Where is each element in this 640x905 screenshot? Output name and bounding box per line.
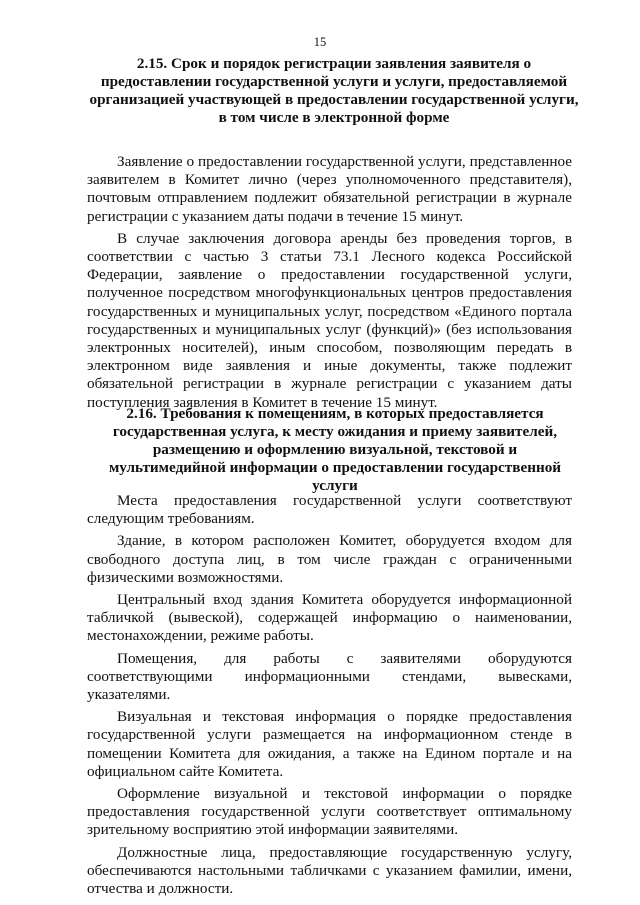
page-number: 15 xyxy=(313,35,327,49)
paragraph: Центральный вход здания Комитета оборудуется информационной табличкой (вывеской), содержащей информацию о наименовании, местонахождении, режиме работы. xyxy=(87,591,572,645)
paragraph: Визуальная и текстовая информация о порядке предоставления государственной услуги размещается на информационном стенде в помещении Комитета для ожидания, а также на Едином портале и на официальном сайте Комитета. xyxy=(87,708,572,780)
section-2-15-body xyxy=(87,153,572,416)
paragraph: Помещения, для работы с заявителями оборудуются соответствующими информационными стендами, вывесками, указателями. xyxy=(87,649,572,704)
paragraph: Должностные лица, предоставляющие государственную услугу, обеспечиваются настольными табличками с указанием фамилии, имени, отчества и должности. xyxy=(87,843,572,898)
section-2-15-heading: 2.15. Срок и порядок регистрации заявления заявителя о предоставлении государственной услуги и услуги, предоставляемой организацией участвующей в предоставлении государственной услуги, в том числе в электронной форме xyxy=(89,55,579,126)
paragraph: В случае заключения договора аренды без проведения торгов, в соответствии с частью 3 статьи 73.1 Лесного кодекса Российской Федерации, заявление о предоставлении государственной услуги, полученное посредством многофункциональных центров предоставления государственных и муниципальных услуг, посредством «Единого портала государственных и муниципальных услуг (функций)» (без использования электронных носителей), иным способом, позволяющим передать в электронном виде заявления и иные документы, также подлежит обязательной регистрации в журнале регистрации с указанием даты поступления заявления в Комитет в течение 15 минут. xyxy=(87,229,572,411)
section-2-16-heading: 2.16. Требования к помещениям, в которых предоставляется государственная услуга, к месту ожидания и приему заявителей, размещению и оформлению визуальной, текстовой и мультимедийной информации о предоставлении государственной услуги xyxy=(108,405,562,494)
paragraph: Заявление о предоставлении государственной услуги, представленное заявителем в Комитет лично (через уполномоченного представителя), почтовым отправлением подлежит обязательной регистрации в журнале регистрации с указанием даты подачи в течение 15 минут. xyxy=(87,153,572,225)
paragraph: Оформление визуальной и текстовой информации о порядке предоставления государственной услуги соответствует оптимальному зрительному восприятию этой информации заявителями. xyxy=(87,785,572,839)
section-2-16-body xyxy=(87,492,572,902)
paragraph: Места предоставления государственной услуги соответствуют следующим требованиям. xyxy=(87,492,572,528)
paragraph: Здание, в котором расположен Комитет, оборудуется входом для свободного доступа лиц, в том числе граждан с ограниченными физическими возможностями. xyxy=(87,532,572,586)
